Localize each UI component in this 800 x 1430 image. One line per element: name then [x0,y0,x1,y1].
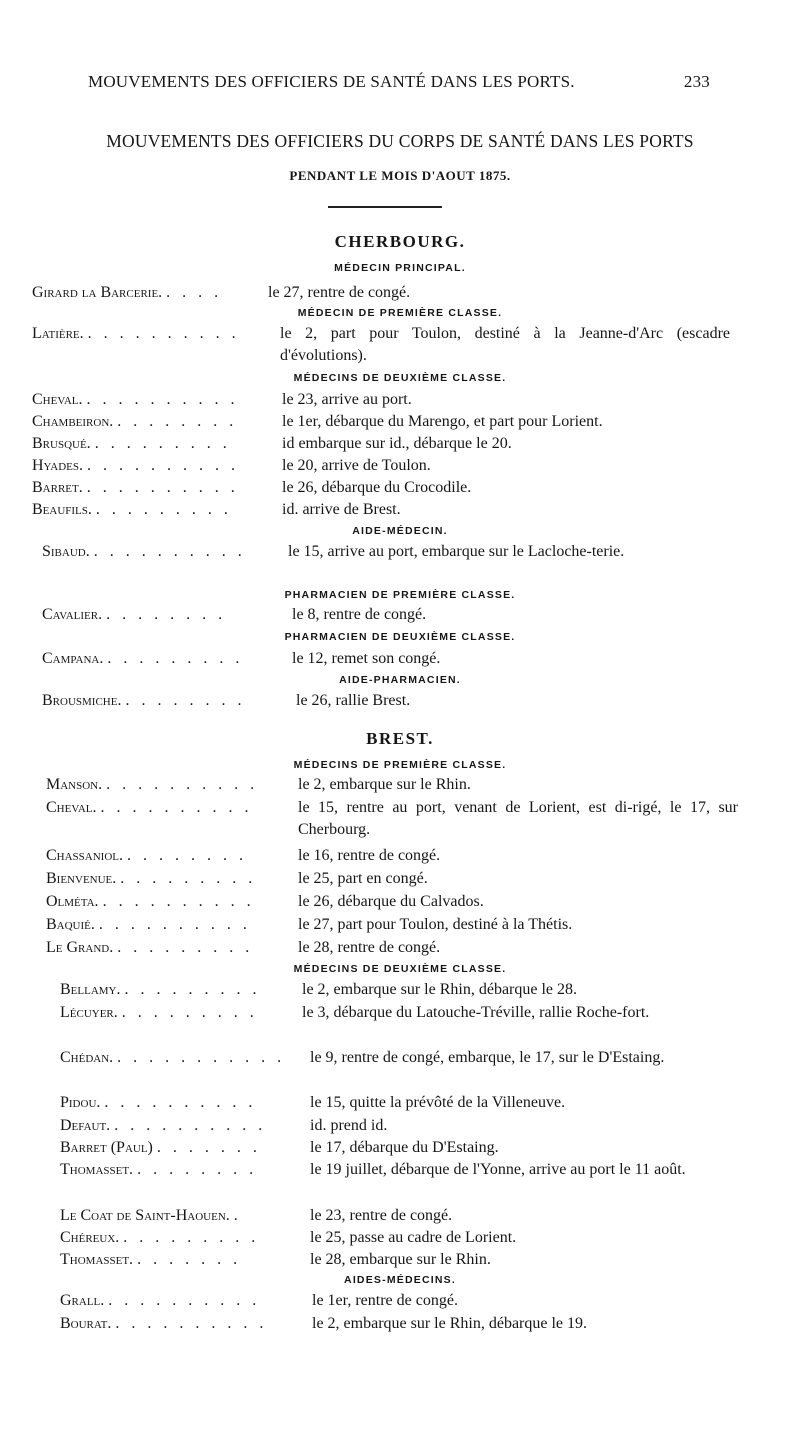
movement-text: le 1er, débarque du Marengo, et part pour Lorient. [282,413,603,430]
leader-dots: . . . . . . . . . . [102,893,255,910]
officer-name: Campana. [42,650,104,667]
section-heading: AIDES-MÉDECINS. [344,1274,456,1286]
officer-name: Le Grand. [46,939,114,956]
movement-text: le 26, débarque du Crocodile. [282,479,472,496]
movement-text: le 2, embarque sur le Rhin, débarque le 28. [302,981,578,998]
movement-text: le 17, débarque du D'Estaing. [310,1139,499,1156]
leader-dots: . . . . . . . . . . [86,479,239,496]
leader-dots: . . . . . . . . . . [114,1117,267,1134]
officer-name: Cheval. [32,391,83,408]
leader-dots: . . . . . . . . [137,1161,258,1178]
leader-dots: . . . . . . . . . . [104,1094,257,1111]
officer-name: Chédan. [60,1049,114,1066]
main-subtitle: PENDANT LE MOIS D'AOUT 1875. [289,168,511,183]
movement-text: le 27, part pour Toulon, destiné à la Thétis. [298,916,573,933]
officer-name: Defaut. [60,1117,111,1134]
personnel-entry [46,914,746,936]
movement-text: le 16, rentre de congé. [298,847,441,864]
movement-text: le 3, débarque du Latouche-Tréville, rallie Roche-fort. [302,1004,650,1021]
officer-name: Lécuyer. [60,1004,118,1021]
officer-name: Barret (Paul) [60,1139,153,1156]
leader-dots: . . . . . . . . . . [98,916,251,933]
movement-text: le 2, embarque sur le Rhin. [298,776,471,793]
leader-dots: . . . . . . . . . . [100,799,253,816]
section-heading: MÉDECIN DE PREMIÈRE CLASSE. [297,307,503,319]
officer-name: Beaufils. [32,501,92,518]
section-heading: MÉDECINS DE PREMIÈRE CLASSE. [293,759,507,771]
personnel-entry [60,1313,760,1335]
movement-text: le 27, rentre de congé. [268,284,411,301]
title-rule [328,206,442,208]
leader-dots: . . . . . . . . . [120,870,257,887]
officer-name: Chambeiron. [32,413,114,430]
officer-name: Grall. [60,1292,105,1309]
leader-dots: . . . . . . . . . [123,1229,260,1246]
personnel-entry [60,1092,760,1114]
movement-text: le 25, part en congé. [298,870,428,887]
section-heading: AIDE-PHARMACIEN. [339,674,461,686]
leader-dots: . . . . . . . . . . [86,391,239,408]
officer-name: Thomasset. [60,1251,134,1268]
personnel-entry [60,1249,760,1271]
officer-name: Olméta. [46,893,99,910]
leader-dots: . . . . . . . . . [124,981,261,998]
movement-text: le 23, arrive au port. [282,391,412,408]
personnel-entry [60,1159,760,1203]
officer-name: Girard la Barcerie. [32,284,163,301]
leader-dots: . . . . . . . . [125,692,246,709]
movement-text: le 28, embarque sur le Rhin. [310,1251,491,1268]
port-heading-brest: BREST. [366,729,434,748]
personnel-entry [60,1227,760,1249]
leader-dots: . . . . . . . . . . [87,457,240,474]
movement-text: id embarque sur id., débarque le 20. [282,435,512,452]
officer-name: Brousmiche. [42,692,122,709]
personnel-entry [46,891,746,913]
officer-name: Bienvenue. [46,870,117,887]
officer-name: Cheval. [46,799,97,816]
officer-name: Baquié. [46,916,95,933]
personnel-entry [32,455,732,477]
personnel-entry [32,282,732,304]
personnel-entry [46,937,746,959]
officer-name: Pidou. [60,1094,101,1111]
movement-text: le 8, rentre de congé. [292,606,427,623]
personnel-entry [46,797,746,841]
movement-text: le 1er, rentre de congé. [312,1292,458,1309]
officer-name: Chassaniol. [46,847,124,864]
section-heading: PHARMACIEN DE PREMIÈRE CLASSE. [284,589,516,601]
personnel-entry [32,411,732,433]
leader-dots: . . . . . . . . . . [115,1315,268,1332]
movement-text: le 15, rentre au port, venant de Lorient, est di-rigé, le 17, sur Cherbourg. [298,799,738,838]
page-number: 233 [683,72,710,91]
officer-name: Barret. [32,479,83,496]
personnel-entry [60,1047,760,1091]
section-heading: MÉDECIN PRINCIPAL. [334,262,466,274]
personnel-entry [42,541,742,585]
section-heading: MÉDECINS DE DEUXIÈME CLASSE. [293,372,507,384]
movement-text: le 26, débarque du Calvados. [298,893,484,910]
movement-text: id. arrive de Brest. [282,501,401,518]
personnel-entry [60,979,760,1001]
leader-dots: . . . . . . . [137,1251,242,1268]
personnel-entry [60,1205,760,1227]
leader-dots: . . . . . . . . . [94,435,231,452]
personnel-entry [32,499,732,521]
movement-text: le 9, rentre de congé, embarque, le 17, sur le D'Estaing. [310,1049,665,1066]
officer-name: Le Coat de Saint-Haouen. [60,1207,230,1224]
leader-dots: . . . . . . . [156,1139,261,1156]
movement-text: le 2, part pour Toulon, destiné à la Jeanne-d'Arc (escadre d'évolutions). [280,325,730,364]
leader-dots: . . . . . . . . . . [93,543,246,560]
officer-name: Latière. [32,325,84,342]
personnel-entry [60,1115,760,1137]
leader-dots: . . . . . . . . . . . [117,1049,286,1066]
movement-text: le 2, embarque sur le Rhin, débarque le 19. [312,1315,588,1332]
personnel-entry [32,477,732,499]
personnel-entry [32,433,732,455]
running-head-title: MOUVEMENTS DES OFFICIERS DE SANTÉ DANS LES PORTS. [88,72,575,91]
leader-dots: . [233,1207,242,1224]
movement-text: le 12, remet son congé. [292,650,441,667]
officer-name: Manson. [46,776,103,793]
leader-dots: . . . . . . . . [127,847,248,864]
officer-name: Bourat. [60,1315,112,1332]
personnel-entry [42,690,742,712]
port-heading-cherbourg: CHERBOURG. [334,232,466,251]
leader-dots: . . . . . . . . [117,413,238,430]
section-heading: MÉDECINS DE DEUXIÈME CLASSE. [293,963,507,975]
section-heading: PHARMACIEN DE DEUXIÈME CLASSE. [284,631,516,643]
main-title: MOUVEMENTS DES OFFICIERS DU CORPS DE SANTÉ DANS LES PORTS [106,131,694,151]
officer-name: Brusqué. [32,435,91,452]
leader-dots: . . . . . . . . . . [108,1292,261,1309]
officer-name: Sibaud. [42,543,90,560]
officer-name: Chéreux. [60,1229,120,1246]
officer-name: Thomasset. [60,1161,134,1178]
movement-text: le 26, rallie Brest. [296,692,411,709]
movement-text: id. prend id. [310,1117,388,1134]
running-head [88,72,710,96]
section-heading: AIDE-MÉDECIN. [352,525,448,537]
officer-name: Cavalier. [42,606,103,623]
leader-dots: . . . . . . . . . [121,1004,258,1021]
personnel-entry [42,604,742,626]
leader-dots: . . . . . . . . . . [87,325,240,342]
leader-dots: . . . . . . . . [106,606,227,623]
movement-text: le 15, arrive au port, embarque sur le Lacloche-terie. [288,543,625,560]
leader-dots: . . . . . . . . . [95,501,232,518]
movement-text: le 28, rentre de congé. [298,939,441,956]
leader-dots: . . . . [166,284,223,301]
personnel-entry [60,1137,760,1159]
officer-name: Bellamy. [60,981,121,998]
leader-dots: . . . . . . . . . [117,939,254,956]
personnel-entry [32,389,732,411]
movement-text: le 23, rentre de congé. [310,1207,453,1224]
personnel-entry [46,868,746,890]
personnel-entry [46,845,746,867]
personnel-entry [60,1002,760,1046]
movement-text: le 19 juillet, débarque de l'Yonne, arrive au port le 11 août. [310,1161,686,1178]
movement-text: le 20, arrive de Toulon. [282,457,431,474]
personnel-entry [42,648,742,670]
officer-name: Hyades. [32,457,84,474]
personnel-entry [32,323,732,367]
movement-text: le 15, quitte la prévôté de la Villeneuve. [310,1094,566,1111]
leader-dots: . . . . . . . . . . [106,776,259,793]
personnel-entry [60,1290,760,1312]
movement-text: le 25, passe au cadre de Lorient. [310,1229,517,1246]
personnel-entry [46,774,746,796]
leader-dots: . . . . . . . . . [107,650,244,667]
